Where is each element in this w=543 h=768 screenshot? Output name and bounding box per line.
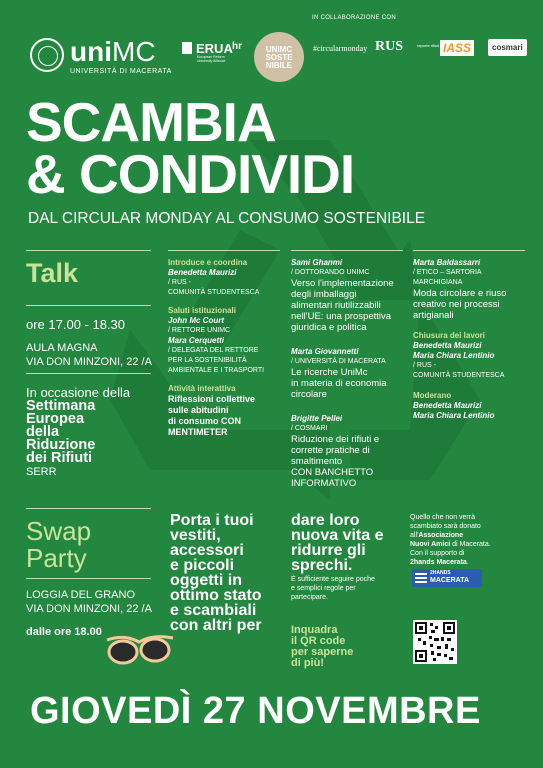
stripes-icon — [415, 573, 427, 583]
week-name: Settimana Europea della Riduzione dei Rifiuti — [26, 398, 96, 466]
collaboration-label: IN COLLABORAZIONE CON — [312, 15, 396, 21]
swap-description-1: Porta i tuoi vestiti, accessori e piccoli oggetti in ottimo stato e scambiali con altri per — [170, 512, 262, 634]
qr-code[interactable] — [413, 620, 457, 664]
cosmari-logo: cosmari — [488, 39, 527, 56]
swap-venue: LOGGIA DEL GRANO VIA DON MINZONI, 22 /A — [26, 589, 152, 615]
swap-party-heading: Swap Party — [26, 516, 92, 573]
iass-logo: IASS — [440, 40, 474, 56]
unimc-logo-subtitle: UNIVERSITÀ DI MACERATA — [70, 68, 172, 75]
divider — [291, 250, 403, 251]
unimc-sostenibile-badge: UNIMC SOSTE NIBILE — [254, 32, 304, 82]
program-column-3: Marta Baldassarri / ETICO – SARTORIA MARCHIGIANA Moda circolare e riuso creativo nei processi artigianali Chiusura dei lavori Benedetta Maurizi Maria Chiara Lentinio / RUS - COMUNITÀ STUDENTESCA Moderano Benedetta Maurizi Maria Chiara Lentinio — [413, 258, 507, 420]
unimc-seal-icon — [30, 38, 64, 72]
divider — [168, 250, 280, 251]
occasion-text: In occasione della — [26, 385, 131, 400]
rus-logo-subtitle: reporte rifiuti — [417, 43, 440, 48]
unimc-logo: uniMC — [70, 36, 156, 67]
divider — [26, 373, 151, 374]
swap-description-2: dare loro nuova vita e ridurre gli sprechi. — [291, 512, 384, 574]
divider — [26, 250, 151, 251]
page-subtitle: DAL CIRCULAR MONDAY AL CONSUMO SOSTENIBILE — [28, 210, 426, 227]
divider — [26, 305, 151, 306]
circular-monday-logo: #circularmonday — [313, 44, 368, 53]
divider — [26, 508, 151, 509]
divider — [26, 578, 151, 579]
qr-instruction: Inquadra il QR code per saperne di più! — [291, 624, 354, 669]
hr-logo: hr — [232, 41, 242, 52]
program-column-2: Sami Ghanmi / DOTTORANDO UNIMC Verso l'implementazione degli imballaggi alimentari riutilizzabili nell'UE: una prospettiva giuridica e politica Marta Giovannetti / UNIVERSITÀ DI MACERATA Le ricerche UniMc in materia di economia circolare Brigitte Pellei / COSMARI Riduzione dei rifiuti e corrette pratiche di smaltimento CON BANCHETTO INFORMATIVO — [291, 258, 394, 489]
talk-venue: AULA MAGNA VIA DON MINZONI, 22 /A — [26, 342, 152, 368]
program-column-1: Introduce e coordina Benedetta Maurizi / RUS - COMUNITÀ STUDENTESCA Saluti istituzionali John Mc Court / RETTORE UNIMC Mara Cerquetti / DELEGATA DEL RETTORE PER LA SOSTENIBILITÀ AMBIENTALE E I TRASPORTI Attività interattiva Riflessioni collettive sulle abitudini di consumo CON MENTIMETER — [168, 258, 265, 437]
page-title: SCAMBIA & CONDIVIDI — [26, 91, 355, 205]
event-date: GIOVEDÌ 27 NOVEMBRE — [30, 690, 481, 732]
erua-logo: ERUA — [196, 41, 233, 56]
divider — [413, 250, 525, 251]
talk-heading: Talk — [26, 258, 79, 288]
swap-rules-note: È sufficiente seguire poche e semplici regole per partecipare. — [291, 576, 375, 601]
rus-logo: RUS — [375, 39, 404, 54]
talk-time: ore 17.00 - 18.30 — [26, 317, 126, 332]
swap-time: dalle ore 18.00 — [26, 626, 102, 638]
donation-note: Quello che non verrà scambiato sarà donato all'Associazione Nuovi Amici di Macerata. Con il supporto di 2hands Macerata. — [410, 514, 491, 566]
2hands-macerata-logo: 2HANDS MACERATA — [412, 569, 482, 587]
serr-label: SERR — [26, 466, 57, 478]
sunglasses-icon — [105, 628, 175, 668]
erua-logo-icon — [182, 42, 192, 54]
erua-logo-subtitle: European Reform University Alliance — [197, 55, 226, 63]
